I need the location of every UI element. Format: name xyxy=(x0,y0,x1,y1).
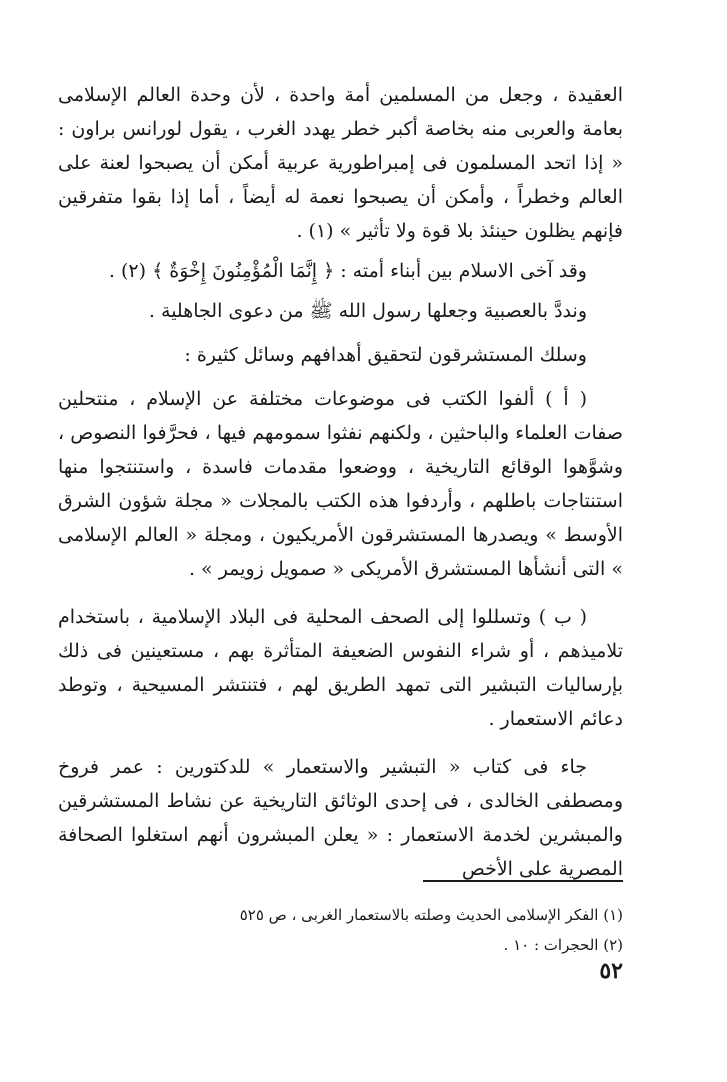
footnotes xyxy=(58,900,623,960)
footnote-divider xyxy=(423,880,623,882)
paragraph-tribalism: ونددَّ بالعصبية وجعلها رسول الله ﷺ من دعوى الجاهلية . xyxy=(148,300,587,322)
paragraph-quote-intro: جاء فى كتاب « التبشير والاستعمار » للدكتورين : عمر فروخ ومصطفى الخالدى ، فى إحدى الوثائق التاريخية عن نشاط المستشرقين والمبشرين لخدمة الاستعمار : « يعلن المبشرون أنهم استغلوا الصحافة المصرية على الأخص xyxy=(58,756,623,880)
paragraph-item-b: ( ب ) وتسللوا إلى الصحف المحلية فى البلاد الإسلامية ، باستخدام تلاميذهم ، أو شراء النفوس الضعيفة المتأثرة بهم ، مستعينين فى ذلك بإرساليات التبشير التى تمهد الطريق لهم ، فتنتشر المسيحية ، وتوطد دعائم الاستعمار . xyxy=(58,606,623,730)
paragraph-continuation: العقيدة ، وجعل من المسلمين أمة واحدة ، لأن وحدة العالم الإسلامى بعامة والعربى منه بخاصة أكبر خطر يهدد الغرب ، يقول لورانس براون : « إذا اتحد المسلمون فى إمبراطورية عربية أمكن أن يصبحوا لعنة على العالم وخطراً ، وأمكن أن يصبحوا نعمة له أيضاً ، أما إذا بقوا متفرقين فإنهم يظلون حينئذ بلا قوة ولا تأثير » (١) . xyxy=(58,84,623,242)
footnote-2: (٢) الحجرات : ١٠ . xyxy=(503,936,623,954)
paragraph-methods-intro: وسلك المستشرقون لتحقيق أهدافهم وسائل كثيرة : xyxy=(184,344,587,366)
book-page xyxy=(58,78,623,1018)
footnote-1: (١) الفكر الإسلامى الحديث وصلته بالاستعمار الغربى ، ص ٥٢٥ xyxy=(239,906,623,924)
paragraph-item-a: ( أ ) ألفوا الكتب فى موضوعات مختلفة عن الإسلام ، منتحلين صفات العلماء والباحثين ، ولكنهم نفثوا سمومهم فيها ، فحرَّفوا النصوص ، وشوَّهوا الوقائع التاريخية ، ووضعوا مقدمات فاسدة ، واستنتجوا منها استنتاجات باطلهم ، وأردفوا هذه الكتب بالمجلات « مجلة شؤون الشرق الأوسط » ويصدرها المستشرقون الأمريكيون ، ومجلة « العالم الإسلامى » التى أنشأها المستشرق الأمريكى « صمويل زويمر » . xyxy=(58,388,623,580)
paragraph-brotherhood: وقد آخى الاسلام بين أبناء أمته : ﴿ إِنَّمَا الْمُؤْمِنُونَ إِخْوَةٌ ﴾ (٢) . xyxy=(108,260,587,282)
page-number: ٥٢ xyxy=(599,958,623,984)
